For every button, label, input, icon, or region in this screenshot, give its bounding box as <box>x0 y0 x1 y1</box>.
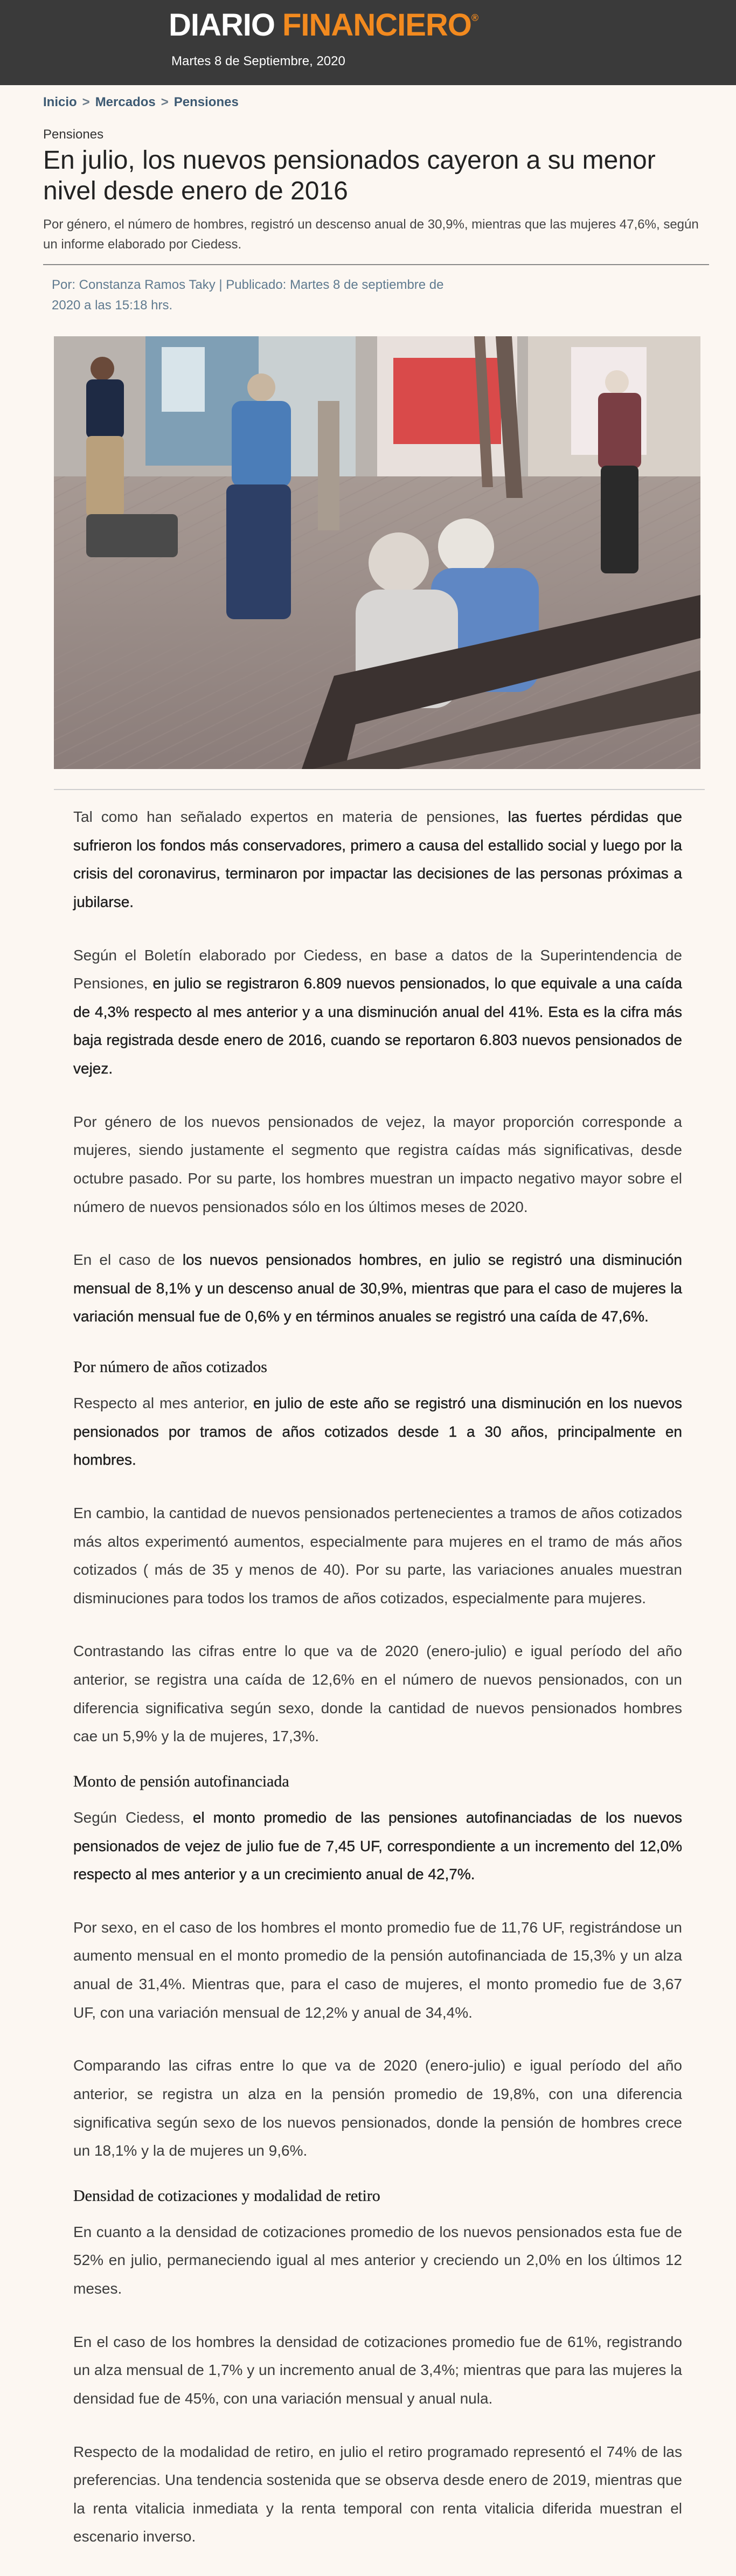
paragraph <box>73 941 682 1083</box>
paragraph-emphasis: en julio de este año se registró una disminución en los nuevos pensionados por tramos de años cotizados desde 1 a 30 años, principalmente en hombres. <box>73 1395 682 1469</box>
site-header <box>0 0 736 85</box>
paragraph-text: Según el Boletín elaborado por Ciedess, en base a datos de la Superintendencia de Pensiones, <box>73 946 682 992</box>
subheading: Monto de pensión autofinanciada <box>73 1772 289 1790</box>
breadcrumb-separator: > <box>82 95 90 109</box>
breadcrumb-separator: > <box>161 95 169 109</box>
article-title: En julio, los nuevos pensionados cayeron a su menor nivel desde enero de 2016 <box>43 146 656 205</box>
logo-word-diario: DIARIO <box>169 8 275 43</box>
section-label: Pensiones <box>43 127 104 142</box>
paragraph: Comparando las cifras entre lo que va de 2020 (enero-julio) e igual período del año anterior, se registra un alza en la pensión promedio de 19,8%, con una diferencia significativa según sexo de los nuevos pensionados, donde la pensión de hombres crece un 18,1% y la de mujeres un 9,6%. <box>73 2057 682 2159</box>
subheading: Densidad de cotizaciones y modalidad de retiro <box>73 2186 380 2205</box>
paragraph: En cuanto a la densidad de cotizaciones promedio de los nuevos pensionados esta fue de 52% en julio, permaneciendo igual al mes anterior y creciendo un 2,0% en los últimos 12 meses. <box>73 2223 682 2297</box>
paragraph: En cambio, la cantidad de nuevos pensionados pertenecientes a tramos de años cotizados más altos experimentó aumentos, especialmente para mujeres en el tramo de más años cotizados ( más de 35 y menos de 40). Por su parte, las variaciones anuales muestran disminuciones para todos los tramos de años cotizados, especialmente para mujeres. <box>73 1504 682 1606</box>
paragraph <box>73 803 682 917</box>
paragraph: Contrastando las cifras entre lo que va de 2020 (enero-julio) e igual período del año anterior, se registra una caída de 12,6% en el número de nuevos pensionados, con un diferencia significativa según sexo, donde la cantidad de nuevos pensionados hombres cae un 5,9% y la de mujeres, 17,3%. <box>73 1643 682 1745</box>
paragraph-text: En el caso de <box>73 1251 183 1269</box>
breadcrumb-item-inicio[interactable]: Inicio <box>43 95 77 109</box>
paragraph <box>73 1246 682 1331</box>
breadcrumb <box>43 95 239 110</box>
registered-mark: ® <box>471 12 478 23</box>
paragraph-text: Respecto al mes anterior, <box>73 1395 253 1411</box>
paragraph: Por sexo, en el caso de los hombres el monto promedio fue de 11,76 UF, registrándose un aumento mensual en el monto promedio de la pensión autofinanciada de 15,3% y un alza anual de 31,4%. Mientras que, para el caso de mujeres, el monto promedio fue de 3,67 UF, con una variación mensual de 12,2% y anual de 34,4%. <box>73 1919 682 2021</box>
breadcrumb-item-mercados[interactable]: Mercados <box>95 95 156 109</box>
paragraph: En el caso de los hombres la densidad de cotizaciones promedio fue de 61%, registrando un alza mensual de 1,7% y un incremento anual de 3,4%; mientras que para las mujeres la densidad fue de 45%, con una variación mensual y anual nula. <box>73 2333 682 2407</box>
article-body <box>73 803 682 2576</box>
paragraph-text: Según Ciedess, <box>73 1809 193 1826</box>
paragraph <box>73 1804 682 1889</box>
site-logo[interactable] <box>169 10 478 41</box>
paragraph: Por género de los nuevos pensionados de vejez, la mayor proporción corresponde a mujeres, siendo justamente el segmento que registra caídas más significativas, desde octubre pasado. Por su parte, los hombres muestran un impacto negativo mayor sobre el número de nuevos pensionados sólo en los últimos meses de 2020. <box>73 1113 682 1215</box>
header-date: Martes 8 de Septiembre, 2020 <box>171 54 345 68</box>
photo-illustration <box>54 336 700 769</box>
article-lead: Por género, el número de hombres, registró un descenso anual de 30,9%, mientras que las mujeres 47,6%, según un informe elaborado por Ciedess. <box>43 217 699 252</box>
article-photo <box>54 336 700 769</box>
breadcrumb-item-pensiones[interactable]: Pensiones <box>173 95 239 109</box>
paragraph-emphasis: los nuevos pensionados hombres, en julio se registró una disminución mensual de 8,1% y un descenso anual de 30,9%, mientras que para el caso de mujeres la variación mensual fue de 0,6% y en términos anuales se registró una caída de 47,6%. <box>73 1251 682 1325</box>
paragraph-emphasis: en julio se registraron 6.809 nuevos pensionados, lo que equivale a una caída de 4,3% respecto al mes anterior y a una disminución anual del 41%. Esta es la cifra más baja registrada desde enero de 2016, cuando se reportaron 6.803 nuevos pensionados de vejez. <box>73 975 682 1077</box>
paragraph-text: Tal como han señalado expertos en materia de pensiones, <box>73 808 508 825</box>
photo-divider <box>54 789 705 790</box>
subheading: Por número de años cotizados <box>73 1358 267 1376</box>
header-divider <box>43 264 709 265</box>
paragraph <box>73 1389 682 1474</box>
logo-word-financiero: FINANCIERO <box>282 8 471 43</box>
paragraph: Respecto de la modalidad de retiro, en julio el retiro programado representó el 74% de las preferencias. Una tendencia sostenida que se observa desde enero de 2019, mientras que la renta vitalicia inmediata y la renta temporal con renta vitalicia diferida muestran el escenario inverso. <box>73 2443 682 2545</box>
article-byline: Por: Constanza Ramos Taky | Publicado: Martes 8 de septiembre de 2020 a las 15:18 hrs. <box>52 278 444 313</box>
paragraph-emphasis: el monto promedio de las pensiones autofinanciadas de los nuevos pensionados de vejez de julio fue de 7,45 UF, correspondiente a un incremento del 12,0% respecto al mes anterior y a un crecimiento anual de 42,7%. <box>73 1809 683 1883</box>
paragraph-emphasis: las fuertes pérdidas que sufrieron los fondos más conservadores, primero a causa del estallido social y luego por la crisis del coronavirus, terminaron por impactar las decisiones de las personas próximas a jubilarse. <box>73 808 682 910</box>
